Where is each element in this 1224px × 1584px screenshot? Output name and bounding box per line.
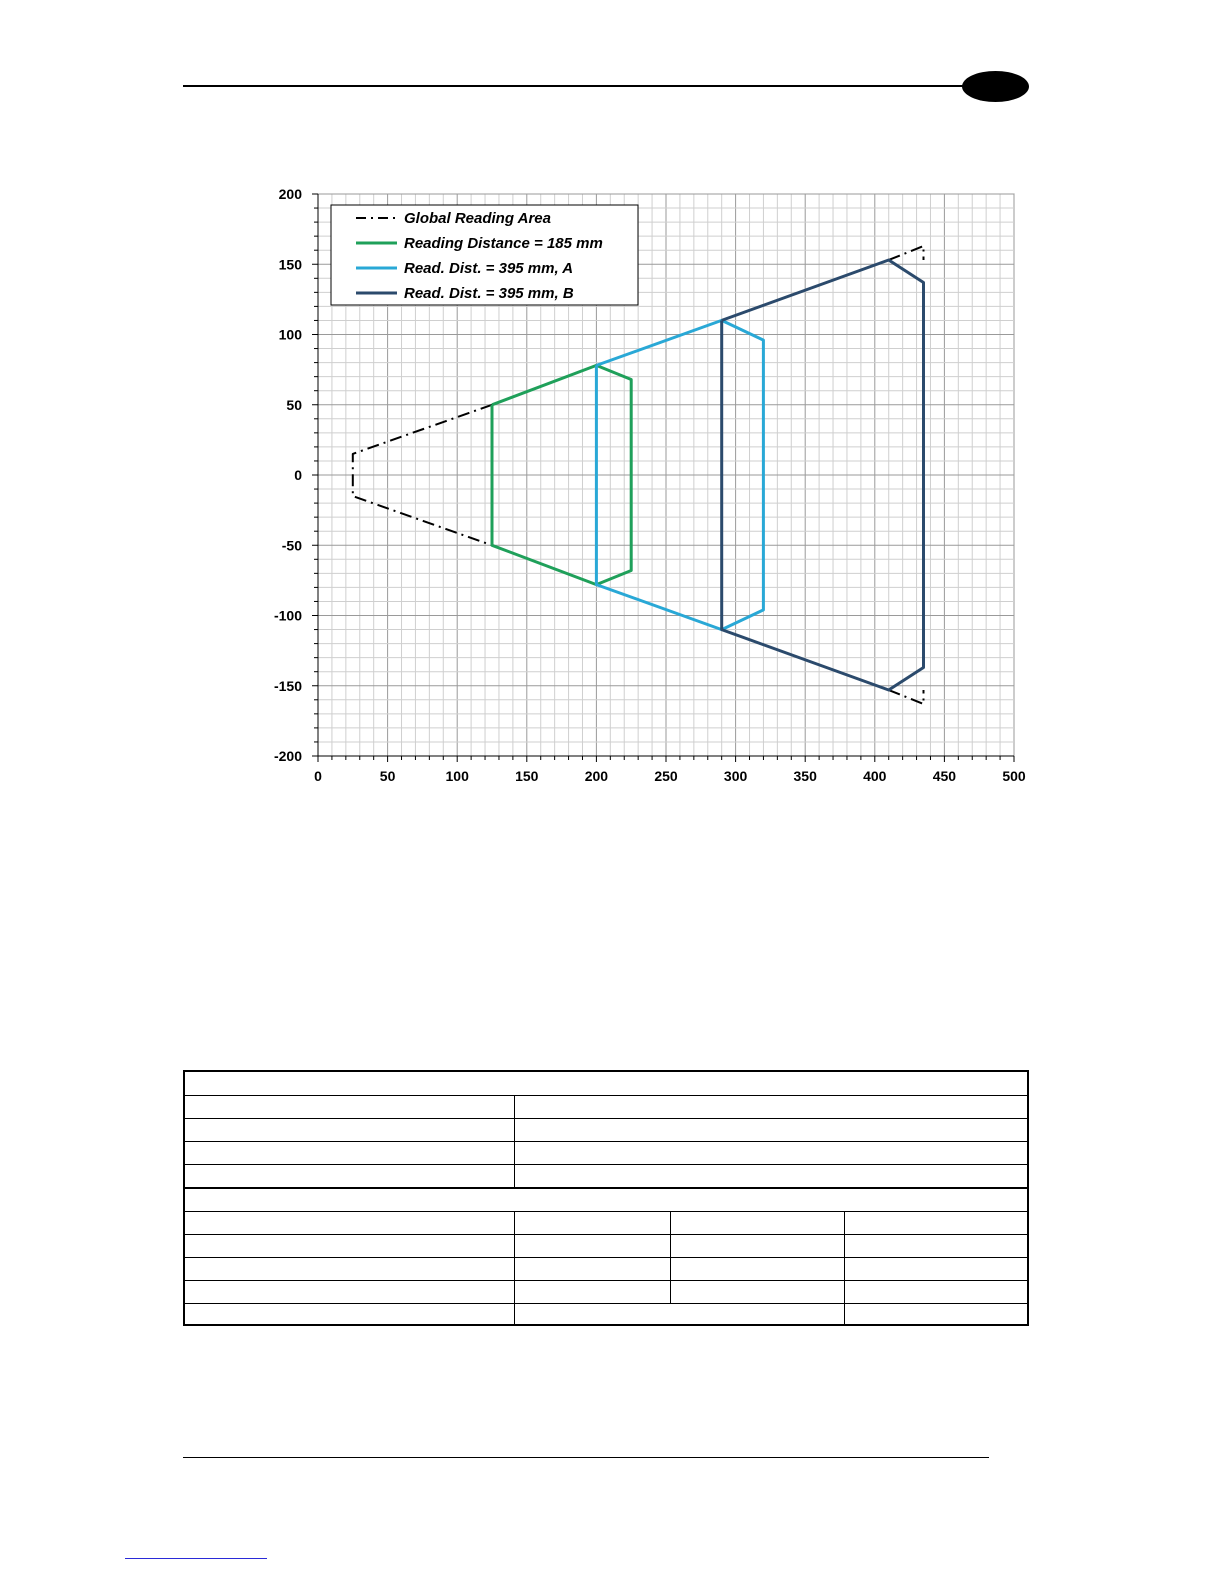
legend-label: Global Reading Area (404, 210, 551, 227)
chapter-number-tab (962, 71, 1029, 102)
x-tick-label: 250 (654, 768, 678, 784)
y-tick-label: 50 (286, 396, 302, 413)
table-row (185, 1072, 1027, 1096)
chart-svg (260, 180, 1040, 800)
y-tick-label: 0 (294, 467, 302, 483)
y-tick-label: 150 (278, 256, 302, 273)
footer-link-underline[interactable] (125, 1558, 267, 1559)
table-divider (670, 1211, 671, 1303)
y-tick-label: 200 (278, 186, 302, 202)
table-row (185, 1235, 1027, 1258)
table-row (185, 1096, 1027, 1119)
table-row (185, 1165, 1027, 1189)
y-tick-label: -200 (273, 748, 302, 764)
legend-label: Read. Dist. = 395 mm, B (404, 285, 574, 302)
legend-label: Read. Dist. = 395 mm, A (404, 260, 574, 277)
spec-table (183, 1070, 1029, 1326)
table-divider (844, 1211, 845, 1326)
x-tick-label: 350 (793, 768, 817, 784)
x-tick-label: 400 (863, 768, 887, 784)
x-tick-label: 200 (584, 768, 609, 784)
header-rule (183, 85, 965, 87)
y-tick-label: -150 (273, 677, 302, 694)
x-tick-label: 0 (314, 768, 322, 784)
reading-area-chart (260, 180, 1040, 800)
table-row (185, 1212, 1027, 1235)
x-tick-label: 500 (1002, 768, 1026, 784)
table-row (185, 1258, 1027, 1281)
x-tick-label: 50 (379, 768, 396, 784)
x-tick-label: 150 (515, 768, 539, 784)
table-row (185, 1189, 1027, 1212)
footer-rule (183, 1457, 989, 1458)
x-tick-label: 450 (932, 768, 957, 784)
table-divider (514, 1096, 515, 1188)
y-tick-label: -100 (273, 607, 302, 624)
y-tick-label: -50 (281, 537, 302, 554)
x-tick-label: 100 (445, 768, 469, 784)
table-divider (514, 1211, 515, 1326)
table-row (185, 1119, 1027, 1142)
table-row (185, 1281, 1027, 1304)
table-row (185, 1142, 1027, 1165)
x-tick-label: 300 (723, 768, 748, 784)
legend-label: Reading Distance = 185 mm (404, 235, 603, 252)
y-tick-label: 100 (278, 326, 302, 343)
